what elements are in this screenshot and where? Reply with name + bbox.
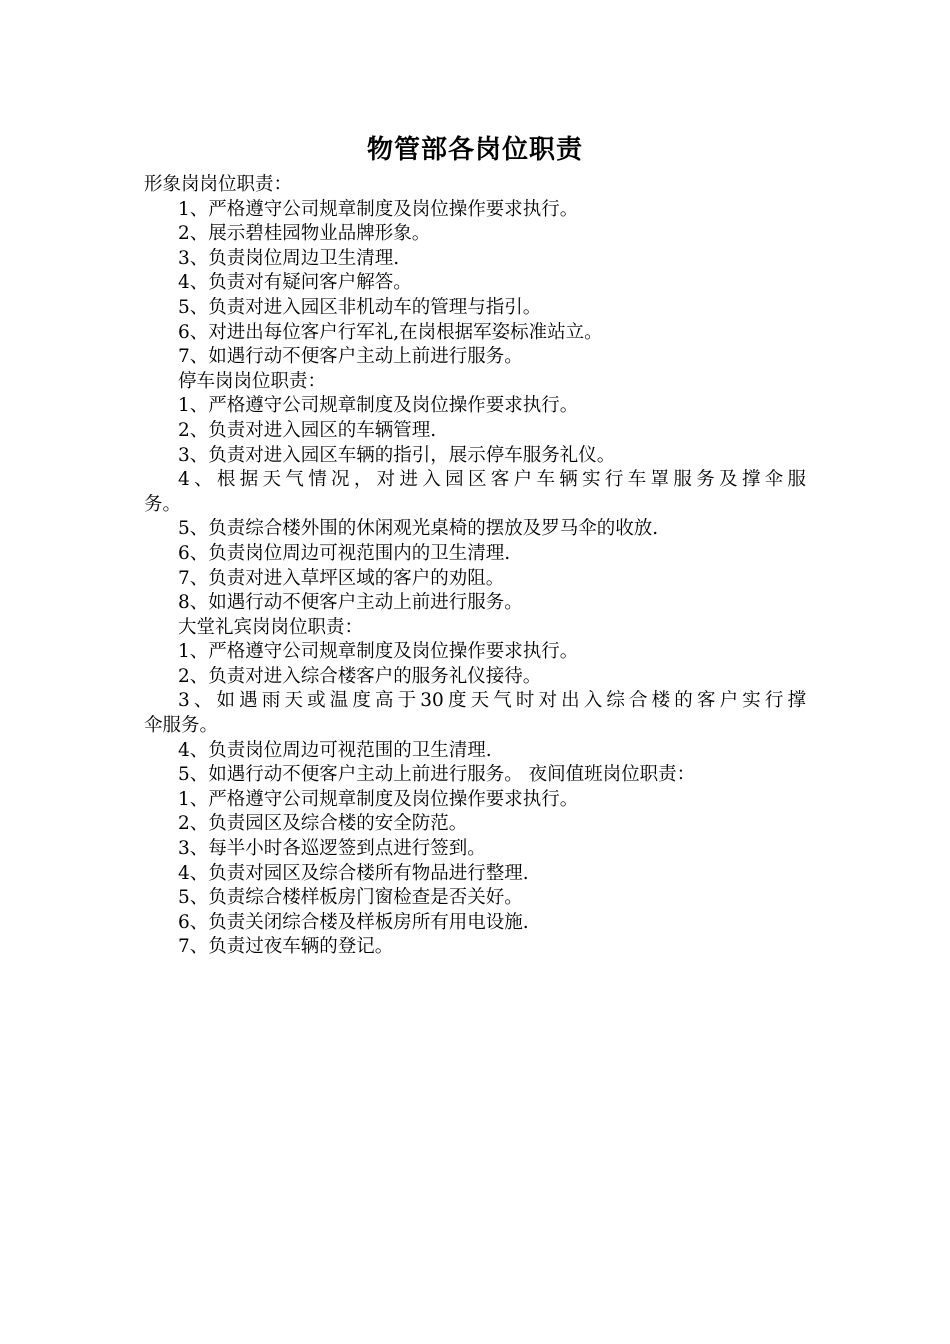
list-item: 3、负责岗位周边卫生清理. xyxy=(178,247,400,269)
list-item: 1、严格遵守公司规章制度及岗位操作要求执行。 xyxy=(178,788,579,810)
list-item: 2、负责对进入园区的车辆管理. xyxy=(178,419,437,441)
list-item-continuation: 伞服务。 xyxy=(144,715,219,737)
list-item: 6、对进出每位客户行军礼,在岗根据军姿标准站立。 xyxy=(178,321,603,343)
list-item: 2、负责园区及综合楼的安全防范。 xyxy=(178,813,468,835)
section-heading-parking-post: 停车岗岗位职责： xyxy=(178,370,327,392)
list-item: 2、负责对进入综合楼客户的服务礼仪接待。 xyxy=(178,665,542,687)
list-item: 6、负责岗位周边可视范围内的卫生清理. xyxy=(178,542,511,564)
list-item: 5、负责对进入园区非机动车的管理与指引。 xyxy=(178,296,542,318)
list-item: 7、如遇行动不便客户主动上前进行服务。 xyxy=(178,346,523,368)
list-item: 6、负责关闭综合楼及样板房所有用电设施. xyxy=(178,911,529,933)
list-item: 5、如遇行动不便客户主动上前进行服务。 夜间值班岗位职责： xyxy=(178,764,696,786)
document-title: 物管部各岗位职责 xyxy=(366,135,583,165)
list-item: 4、负责对园区及综合楼所有物品进行整理. xyxy=(178,862,529,884)
list-item: 1、严格遵守公司规章制度及岗位操作要求执行。 xyxy=(178,395,579,417)
list-item: 3、负责对进入园区车辆的指引，展示停车服务礼仪。 xyxy=(178,444,616,466)
list-item: 1、严格遵守公司规章制度及岗位操作要求执行。 xyxy=(178,198,579,220)
list-item: 4、负责对有疑问客户解答。 xyxy=(178,272,412,294)
list-item: 3、每半小时各巡逻签到点进行签到。 xyxy=(178,838,486,860)
list-item: 1、严格遵守公司规章制度及岗位操作要求执行。 xyxy=(178,641,579,663)
list-item: 7、负责对进入草坪区域的客户的劝阻。 xyxy=(178,567,505,589)
list-item: 2、展示碧桂园物业品牌形象。 xyxy=(178,223,431,245)
list-item: 4、负责岗位周边可视范围的卫生清理. xyxy=(178,739,492,761)
list-item: 7、负责过夜车辆的登记。 xyxy=(178,936,394,958)
list-item-continuation: 务。 xyxy=(144,493,182,515)
section-heading-lobby-post: 大堂礼宾岗岗位职责： xyxy=(178,616,364,638)
list-item: 5、负责综合楼外围的休闲观光桌椅的摆放及罗马伞的收放. xyxy=(178,518,659,540)
list-item: 4、根据天气情况，对进入园区客户车辆实行车罩服务及撑伞服 xyxy=(178,469,806,491)
list-item: 5、负责综合楼样板房门窗检查是否关好。 xyxy=(178,887,523,909)
document-body xyxy=(144,173,806,960)
list-item: 8、如遇行动不便客户主动上前进行服务。 xyxy=(178,592,523,614)
list-item: 3、如遇雨天或温度高于30度天气时对出入综合楼的客户实行撑 xyxy=(178,690,806,712)
section-heading-image-post: 形象岗岗位职责： xyxy=(144,174,293,195)
